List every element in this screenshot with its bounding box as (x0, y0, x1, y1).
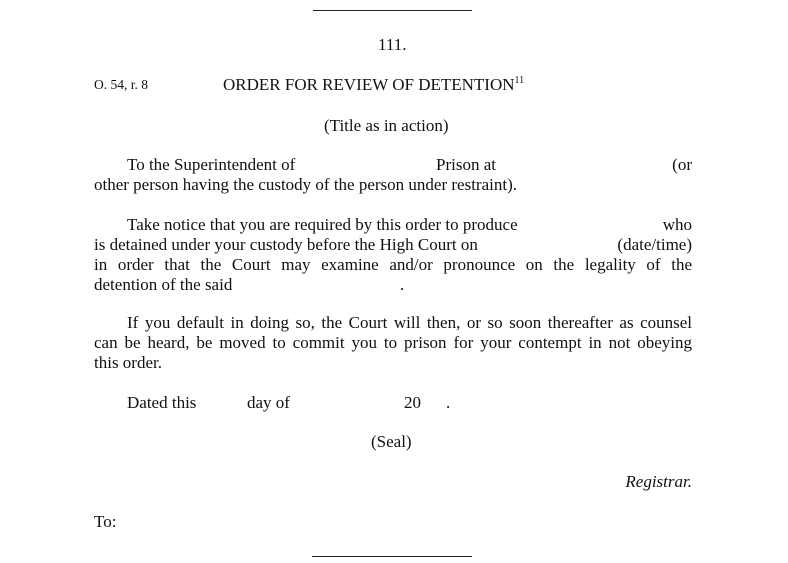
para1-superintendent-text: To the Superintendent of (127, 155, 296, 174)
day-of-text: day of (247, 393, 290, 412)
para1-line1 (94, 155, 692, 175)
para2-who-text: who (662, 215, 692, 234)
order-rule-reference: O. 54, r. 8 (94, 77, 148, 92)
top-rule (313, 10, 472, 11)
title-footnote-marker: 11 (514, 75, 525, 86)
subtitle: (Title as in action) (324, 116, 449, 135)
para1-prison-text: Prison at (436, 155, 496, 174)
para2-line3: in order that the Court may examine and/or pronounce on the legality of the (94, 255, 692, 274)
dated-period: . (446, 393, 451, 412)
para3-line3 (94, 353, 692, 373)
seal-text: (Seal) (371, 432, 412, 451)
para3-line1: If you default in doing so, the Court will then, or so soon thereafter as counsel (127, 313, 692, 332)
para2-detention-text: detention of the said (94, 275, 233, 294)
dated-line (94, 393, 692, 413)
para2-line2 (94, 235, 692, 255)
para1-or-text: (or (672, 155, 692, 174)
to-label: To: (94, 512, 117, 531)
page-title (223, 75, 524, 95)
para3-order-text: this order. (94, 353, 162, 372)
para1-line2 (94, 175, 692, 195)
para2-line1 (94, 215, 692, 235)
bottom-rule (312, 556, 472, 557)
para1-custody-text: other person having the custody of the person under restraint). (94, 175, 517, 194)
para2-detained-text: is detained under your custody before the High Court on (94, 235, 478, 254)
para2-line4 (94, 275, 692, 295)
para2-take-notice-text: Take notice that you are required by this order to produce (127, 215, 518, 234)
para2-date-time-text: (date/time) (617, 235, 692, 254)
page-title-text: ORDER FOR REVIEW OF DETENTION (223, 75, 515, 94)
para2-period: . (400, 275, 405, 294)
form-number: 111. (378, 35, 407, 54)
year-prefix-text: 20 (404, 393, 421, 412)
registrar-signature-text: Registrar. (625, 472, 692, 491)
para3-line2: can be heard, be moved to commit you to prison for your contempt in not obeying (94, 333, 692, 352)
dated-this-text: Dated this (127, 393, 197, 412)
